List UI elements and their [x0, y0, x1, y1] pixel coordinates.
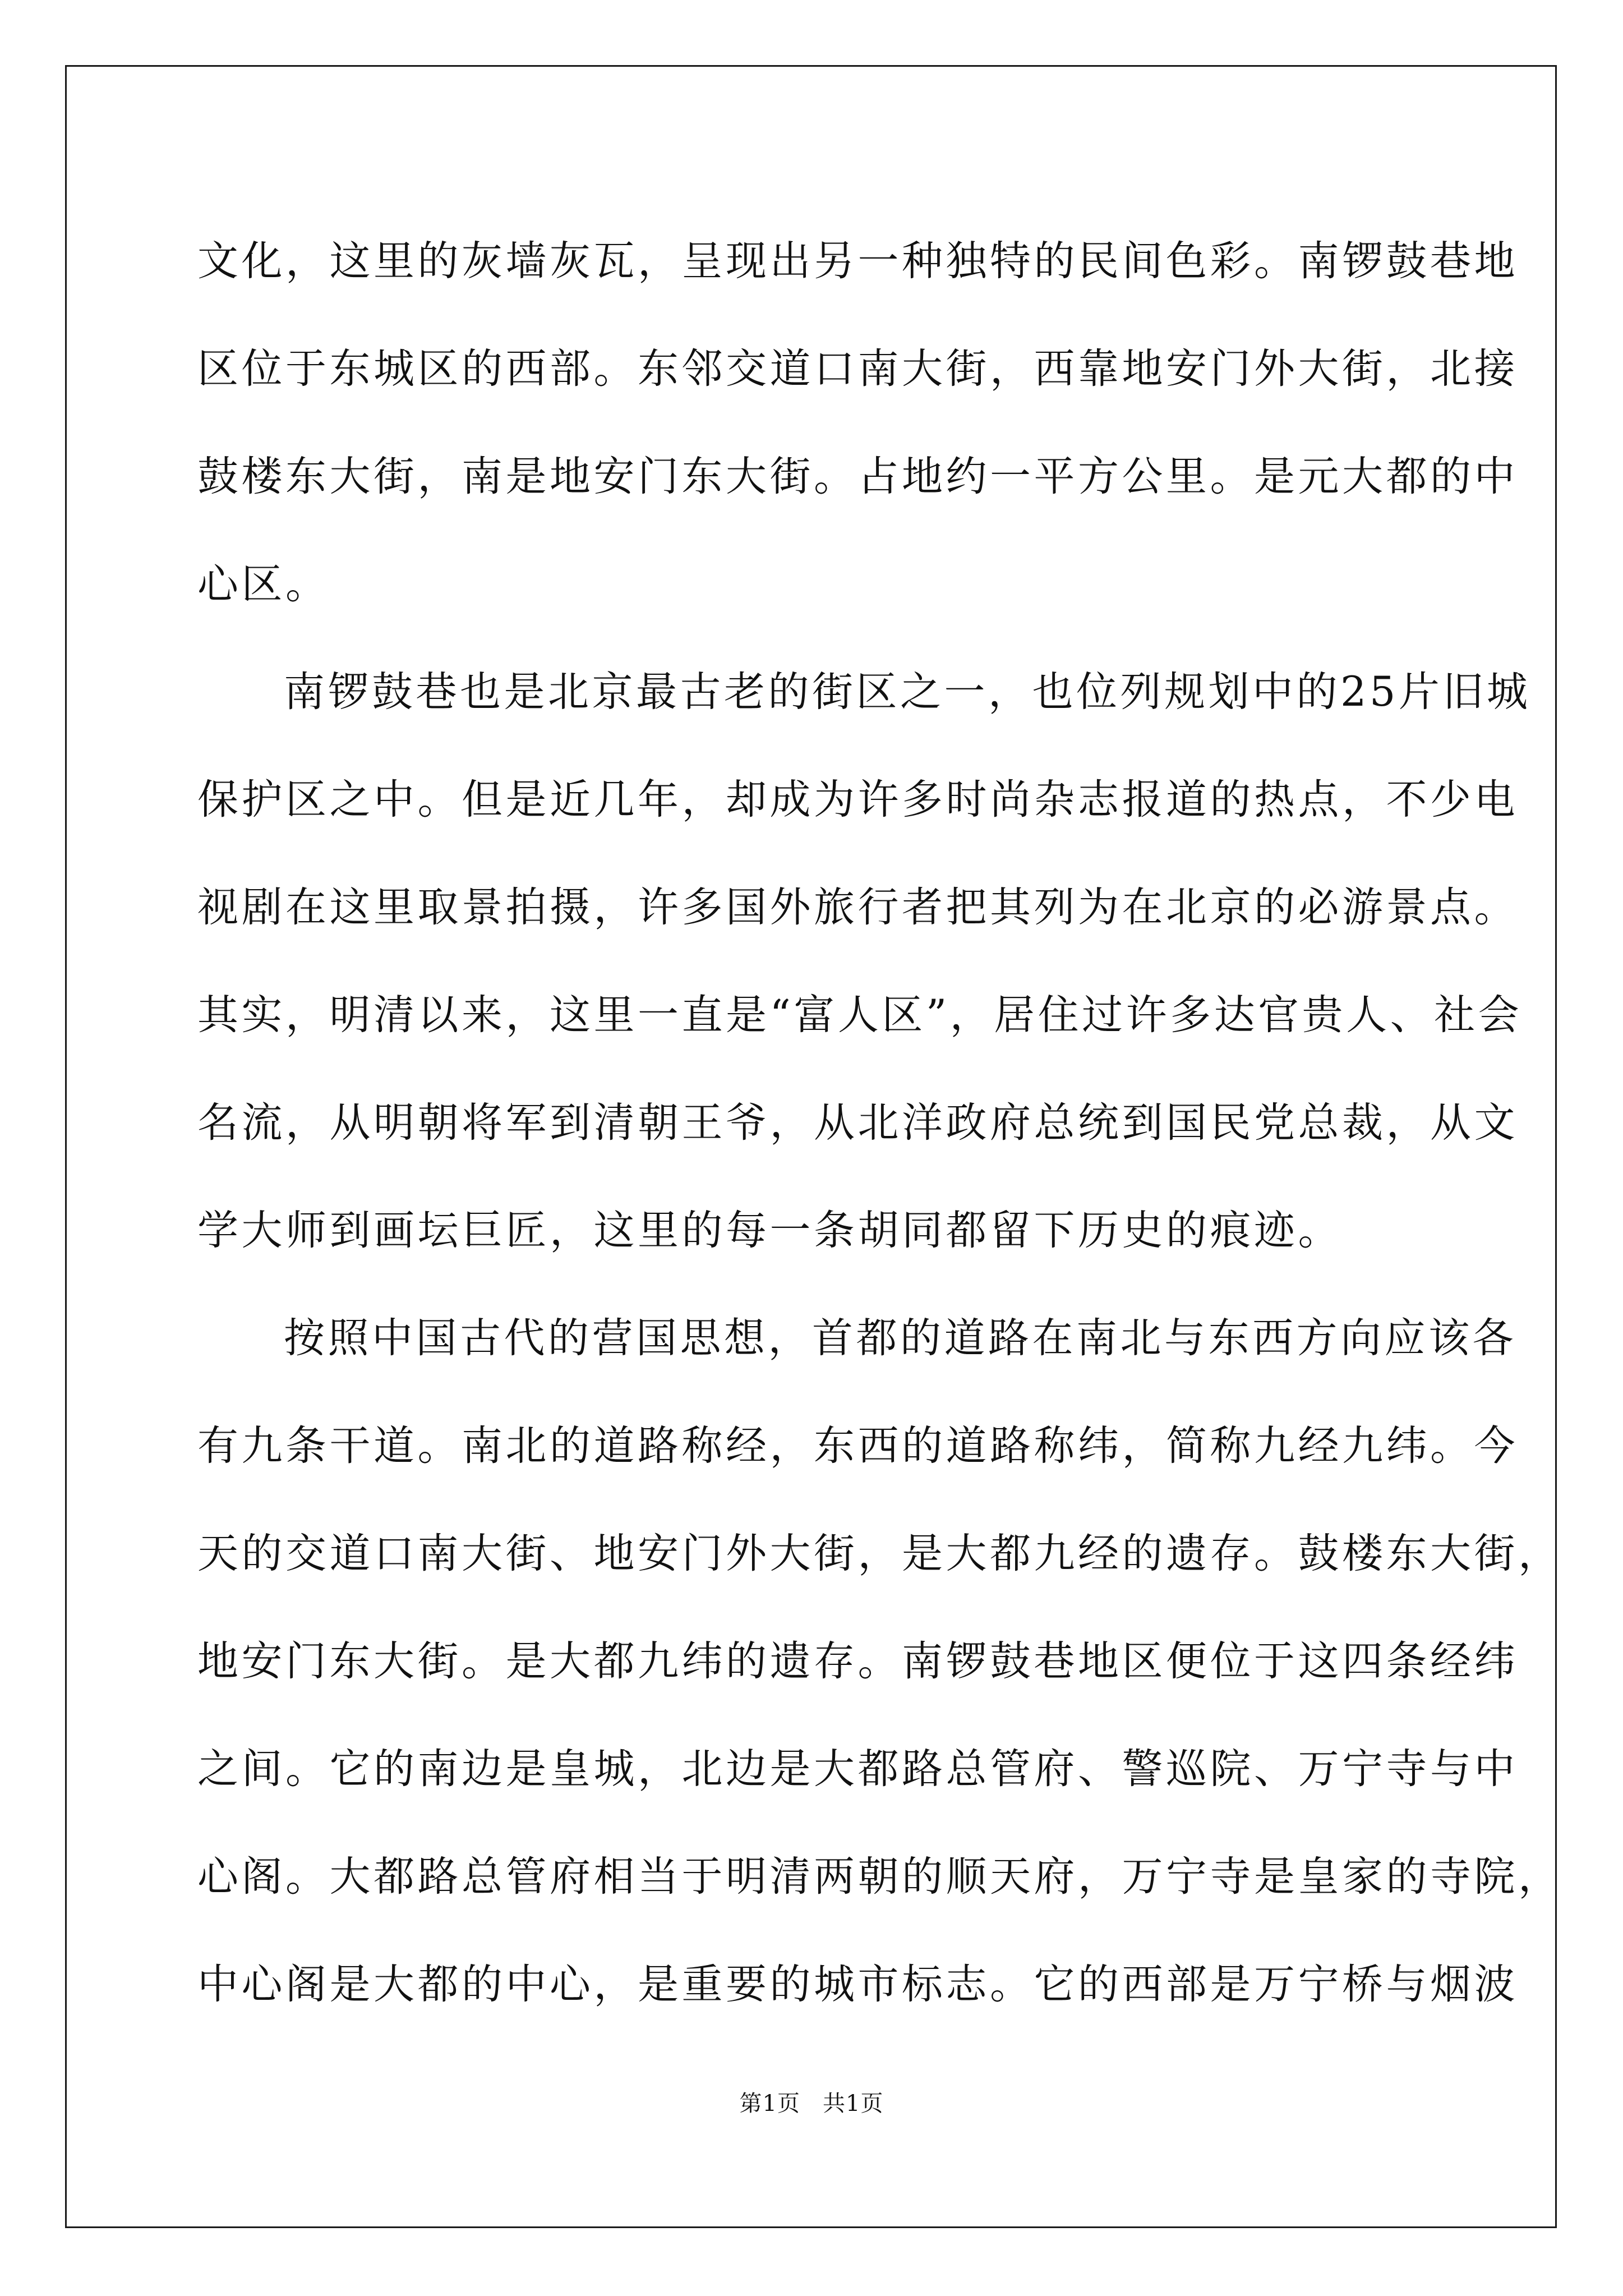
text-line: 地安门东大街。是大都九纬的遗存。南锣鼓巷地区便位于这四条经纬: [197, 1637, 1518, 1685]
text-line: 按照中国古代的营国思想，首都的道路在南北与东西方向应该各: [284, 1314, 1516, 1362]
text-line: 心区。: [197, 560, 330, 608]
page-number: 第1页: [739, 2091, 800, 2116]
text-line: 其实，明清以来，这里一直是“富人区”，居住过许多达官贵人、社会: [197, 991, 1523, 1039]
text-line: 之间。它的南边是皇城，北边是大都路总管府、警巡院、万宁寺与中: [197, 1745, 1518, 1793]
text-line: 学大师到画坛巨匠，这里的每一条胡同都留下历史的痕迹。: [197, 1207, 1342, 1254]
text-line: 心阁。大都路总管府相当于明清两朝的顺天府，万宁寺是皇家的寺院，: [197, 1853, 1562, 1901]
paragraph-1: [197, 208, 1518, 638]
text-line: 文化，这里的灰墙灰瓦，呈现出另一种独特的民间色彩。南锣鼓巷地: [197, 237, 1518, 285]
text-line: 区位于东城区的西部。东邻交道口南大街，西靠地安门外大街，北接: [197, 345, 1518, 393]
text-line: 保护区之中。但是近几年，却成为许多时尚杂志报道的热点，不少电: [197, 776, 1518, 823]
text-line: 南锣鼓巷也是北京最古老的街区之一，也位列规划中的25片旧城: [284, 668, 1531, 716]
document-body: [197, 208, 1562, 2039]
text-line: 名流，从明朝将军到清朝王爷，从北洋政府总统到国民党总裁，从文: [197, 1099, 1518, 1147]
page-footer: [0, 2086, 1623, 2118]
paragraph-2: [197, 638, 1531, 1285]
text-line: 有九条干道。南北的道路称经，东西的道路称纬，简称九经九纬。今: [197, 1422, 1518, 1470]
text-line: 视剧在这里取景拍摄，许多国外旅行者把其列为在北京的必游景点。: [197, 884, 1518, 931]
paragraph-3: [197, 1285, 1562, 2039]
page-total: 共1页: [823, 2091, 884, 2116]
text-line: 中心阁是大都的中心，是重要的城市标志。它的西部是万宁桥与烟波: [197, 1961, 1518, 2008]
text-line: 天的交道口南大街、地安门外大街，是大都九经的遗存。鼓楼东大街，: [197, 1530, 1562, 1577]
text-line: 鼓楼东大街，南是地安门东大街。占地约一平方公里。是元大都的中: [197, 453, 1518, 500]
